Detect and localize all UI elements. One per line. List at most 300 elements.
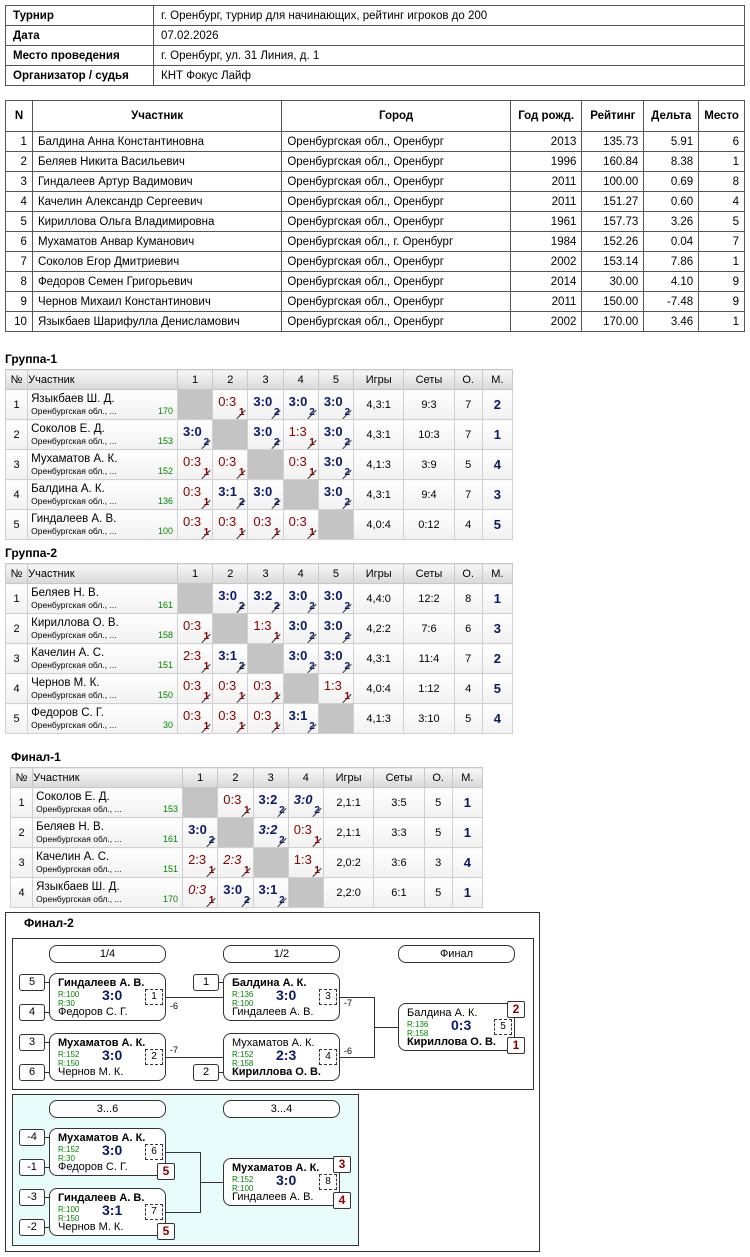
player-1-rating: R:152 — [232, 1050, 254, 1059]
table-cell: 4 — [6, 192, 33, 212]
player-1-rating: R:152 — [58, 1145, 80, 1154]
games: 2,1:1 — [323, 818, 373, 848]
table-cell: 150.00 — [582, 292, 644, 312]
empty-cell — [183, 788, 218, 818]
match-score: 2:3 — [276, 1047, 297, 1063]
player-city: Оренбургская обл., ... — [36, 864, 122, 874]
points: 5 — [454, 450, 482, 480]
match-score: 3:0 — [323, 394, 343, 409]
row-number: 2 — [11, 818, 33, 848]
info-row — [6, 6, 745, 26]
match-score: 3:0 — [253, 394, 273, 409]
match-result — [253, 818, 288, 848]
player-1-rating: R:100 — [58, 990, 80, 999]
match-score: 3:0 — [253, 424, 273, 439]
column-header: 2 — [213, 564, 248, 584]
match-result — [213, 450, 248, 480]
column-header: Год рожд. — [510, 101, 582, 132]
table-cell: 10 — [6, 312, 33, 332]
match-result — [283, 450, 318, 480]
player-cell — [28, 390, 178, 420]
info-key: Организатор / судья — [6, 66, 154, 86]
match-result — [288, 818, 323, 848]
match-result — [318, 644, 353, 674]
player-1-rating: R:136 — [407, 1020, 429, 1029]
match-score: 3:0 — [288, 394, 308, 409]
games: 4,3:1 — [354, 390, 404, 420]
match-score: 0:3 — [451, 1017, 472, 1033]
place: 2 — [482, 644, 512, 674]
table-cell: Оренбургская обл., Оренбург — [282, 312, 511, 332]
place: 1 — [452, 788, 482, 818]
match-score: 2:3 — [183, 648, 202, 663]
player-cell — [28, 510, 178, 540]
player-name: Беляев Н. В. — [31, 587, 99, 599]
match-points: 1 — [238, 467, 245, 478]
group-row — [6, 480, 513, 510]
match-score: 0:3 — [223, 792, 242, 807]
match-points: 1 — [208, 865, 215, 876]
row-number: 3 — [6, 450, 28, 480]
place: 1 — [482, 584, 512, 614]
seed: -4 — [19, 1129, 45, 1146]
table-cell: -7.48 — [644, 292, 699, 312]
match-points: 2 — [279, 835, 285, 846]
column-header: 3 — [248, 370, 283, 390]
match-score: 0:3 — [183, 514, 202, 529]
match-result — [178, 644, 213, 674]
player-name: Чернов М. К. — [31, 677, 100, 689]
player-city: Оренбургская обл., ... — [31, 600, 117, 610]
match-result — [288, 848, 323, 878]
player-cell — [28, 420, 178, 450]
match-result — [283, 510, 318, 540]
bracket-match — [398, 1003, 515, 1051]
match-score: 3:0 — [223, 882, 243, 897]
match-score: 0:3 — [218, 394, 237, 409]
final-place: 1 — [507, 1037, 525, 1054]
final-place: 4 — [333, 1192, 351, 1209]
table-cell: Федоров Семен Григорьевич — [32, 272, 281, 292]
match-result — [248, 480, 283, 510]
player-1-rating: R:152 — [58, 1050, 80, 1059]
table-cell: 0.04 — [644, 232, 699, 252]
player-1-name: Мухаматов А. К. — [58, 1132, 146, 1144]
match-points: 1 — [203, 631, 210, 642]
table-cell: Балдина Анна Константиновна — [32, 132, 281, 152]
table-cell: 2013 — [510, 132, 582, 152]
player-1-name: Гиндалеев А. В. — [58, 977, 145, 989]
sets: 9:4 — [404, 480, 454, 510]
match-number: 7 — [145, 1204, 163, 1220]
table-cell: Оренбургская обл., Оренбург — [282, 132, 511, 152]
table-cell: Оренбургская обл., г. Оренбург — [282, 232, 511, 252]
info-value: г. Оренбург, ул. 31 Линия, д. 1 — [154, 46, 745, 66]
match-points: 2 — [274, 407, 280, 418]
table-cell: 1 — [6, 132, 33, 152]
table-cell: 8.38 — [644, 152, 699, 172]
empty-cell — [178, 584, 213, 614]
table-cell: 1961 — [510, 212, 582, 232]
match-result — [283, 584, 318, 614]
match-points: 2 — [314, 805, 320, 816]
player-name: Соколов Е. Д. — [36, 791, 110, 803]
sets: 12:2 — [404, 584, 454, 614]
player-cell — [28, 644, 178, 674]
match-result — [248, 584, 283, 614]
table-cell: 2002 — [510, 252, 582, 272]
match-result — [248, 390, 283, 420]
match-score: 3:0 — [253, 484, 273, 499]
column-header: 5 — [318, 370, 353, 390]
player-cell — [28, 674, 178, 704]
table-cell: 3.46 — [644, 312, 699, 332]
row-number: 5 — [6, 510, 28, 540]
match-number: 8 — [319, 1174, 337, 1190]
table-cell: 2011 — [510, 292, 582, 312]
group-row — [6, 674, 513, 704]
match-points: 1 — [274, 721, 280, 732]
group-row — [6, 614, 513, 644]
match-score: 3:0 — [323, 618, 343, 633]
column-header: О. — [424, 768, 452, 788]
info-value: КНТ Фокус Лайф — [154, 66, 745, 86]
bracket-match — [223, 1033, 340, 1081]
match-score: 0:3 — [183, 708, 202, 723]
bracket-match — [223, 1158, 340, 1206]
player-2-rating: R:158 — [232, 1059, 254, 1068]
column-header: Участник — [28, 370, 178, 390]
round-label-semifinal: 1/2 — [223, 945, 340, 963]
match-score: 0:3 — [288, 514, 307, 529]
sets: 7:6 — [404, 614, 454, 644]
player-1-rating: R:100 — [58, 1205, 80, 1214]
match-score: 3:1 — [102, 1202, 123, 1218]
table-cell: 2002 — [510, 312, 582, 332]
player-city: Оренбургская обл., ... — [31, 720, 117, 730]
points: 7 — [454, 480, 482, 510]
final-1-title: Финал-1 — [11, 750, 61, 764]
match-number: 3 — [319, 989, 337, 1005]
match-points: 2 — [344, 497, 351, 508]
seed: 5 — [19, 974, 45, 991]
final-place: 3 — [333, 1156, 351, 1173]
player-rating: 151 — [157, 660, 173, 670]
table-row — [6, 132, 745, 152]
player-2-name: Кириллова О. В. — [407, 1036, 496, 1048]
match-points: 1 — [274, 631, 280, 642]
column-header: Участник — [28, 564, 178, 584]
points: 5 — [424, 878, 452, 908]
info-row — [6, 26, 745, 46]
empty-cell — [318, 510, 353, 540]
match-score: 0:3 — [218, 708, 237, 723]
table-cell: Оренбургская обл., Оренбург — [282, 292, 511, 312]
games: 4,1:3 — [354, 450, 404, 480]
group-header — [11, 768, 483, 788]
games: 4,1:3 — [354, 704, 404, 734]
match-score: 3:0 — [102, 1142, 123, 1158]
match-score: 3:0 — [288, 618, 308, 633]
match-points: 1 — [314, 865, 320, 876]
match-result — [178, 510, 213, 540]
seed: 6 — [19, 1064, 45, 1081]
match-points: 2 — [238, 601, 245, 612]
match-result — [218, 878, 253, 908]
points: 5 — [424, 818, 452, 848]
match-score: 3:0 — [102, 1047, 123, 1063]
player-1-name: Мухаматов А. К. — [58, 1037, 146, 1049]
round-label-quarterfinal: 1/4 — [49, 945, 166, 963]
player-1-name: Мухаматов А. К. — [232, 1162, 320, 1174]
points: 8 — [454, 584, 482, 614]
column-header: № — [11, 768, 33, 788]
match-points: 1 — [274, 691, 280, 702]
table-cell: 2011 — [510, 192, 582, 212]
table-cell: 5.91 — [644, 132, 699, 152]
player-name: Беляев Н. В. — [36, 821, 104, 833]
match-score: 3:1 — [218, 648, 237, 663]
column-header: Рейтинг — [582, 101, 644, 132]
participants-header — [6, 101, 745, 132]
column-header: № — [6, 370, 28, 390]
games: 4,3:1 — [354, 480, 404, 510]
match-result — [178, 450, 213, 480]
loser-target: -6 — [170, 1001, 179, 1011]
table-cell: 6 — [6, 232, 33, 252]
match-score: 0:3 — [253, 678, 272, 693]
sets: 3:6 — [374, 848, 424, 878]
match-points: 1 — [238, 407, 245, 418]
empty-cell — [218, 818, 253, 848]
column-header: О. — [454, 370, 482, 390]
match-score: 3:1 — [258, 882, 278, 897]
games: 4,4:0 — [354, 584, 404, 614]
player-cell — [33, 848, 183, 878]
match-points: 2 — [274, 437, 280, 448]
player-rating: 30 — [162, 720, 173, 730]
player-name: Языкбаев Ш. Д. — [31, 393, 115, 405]
player-cell — [28, 480, 178, 510]
column-header: 4 — [283, 370, 318, 390]
match-score: 1:3 — [253, 618, 272, 633]
group-header — [6, 564, 513, 584]
column-header: 1 — [178, 370, 213, 390]
match-points: 2 — [344, 631, 351, 642]
match-result — [213, 584, 248, 614]
column-header: 1 — [178, 564, 213, 584]
match-score: 3:2 — [258, 792, 278, 807]
match-result — [318, 614, 353, 644]
group-row — [6, 510, 513, 540]
points: 4 — [454, 510, 482, 540]
table-row — [6, 172, 745, 192]
player-2-name: Федоров С. Г. — [58, 1161, 128, 1173]
column-header: Город — [282, 101, 511, 132]
match-score: 3:0 — [323, 648, 343, 663]
table-row — [6, 212, 745, 232]
table-cell: Оренбургская обл., Оренбург — [282, 272, 511, 292]
place: 1 — [452, 818, 482, 848]
match-score: 0:3 — [253, 708, 272, 723]
player-rating: 100 — [157, 526, 173, 536]
group-row — [11, 818, 483, 848]
table-cell: 30.00 — [582, 272, 644, 292]
games: 4,3:1 — [354, 420, 404, 450]
place: 3 — [482, 614, 512, 644]
table-cell: 157.73 — [582, 212, 644, 232]
column-header: Сеты — [374, 768, 424, 788]
player-cell — [28, 704, 178, 734]
table-cell: Мухаматов Анвар Куманович — [32, 232, 281, 252]
sets: 3:5 — [374, 788, 424, 818]
bracket-match — [49, 1188, 166, 1236]
match-points: 1 — [309, 437, 315, 448]
player-rating: 136 — [157, 496, 173, 506]
match-result — [318, 584, 353, 614]
match-result — [183, 818, 218, 848]
empty-cell — [283, 674, 318, 704]
sets: 1:12 — [404, 674, 454, 704]
player-rating: 150 — [157, 690, 173, 700]
match-points: 1 — [203, 527, 210, 538]
match-result — [183, 878, 218, 908]
table-cell: 1996 — [510, 152, 582, 172]
row-number: 2 — [6, 614, 28, 644]
match-points: 2 — [279, 895, 285, 906]
match-number: 5 — [494, 1019, 512, 1035]
match-result — [248, 420, 283, 450]
info-row — [6, 46, 745, 66]
match-points: 2 — [238, 497, 245, 508]
column-header: М. — [482, 564, 512, 584]
player-rating: 153 — [163, 804, 179, 814]
row-number: 3 — [11, 848, 33, 878]
sets: 9:3 — [404, 390, 454, 420]
match-points: 2 — [344, 467, 351, 478]
match-result — [318, 480, 353, 510]
group-row — [11, 878, 483, 908]
points: 6 — [454, 614, 482, 644]
column-header: Место — [699, 101, 745, 132]
match-result — [248, 704, 283, 734]
group-row — [6, 450, 513, 480]
player-rating: 161 — [163, 834, 179, 844]
player-cell — [33, 878, 183, 908]
match-result — [178, 420, 213, 450]
player-2-name: Федоров С. Г. — [58, 1006, 128, 1018]
match-points: 1 — [243, 805, 250, 816]
player-city: Оренбургская обл., ... — [36, 834, 122, 844]
sets: 10:3 — [404, 420, 454, 450]
table-cell: Оренбургская обл., Оренбург — [282, 212, 511, 232]
match-points: 1 — [203, 721, 210, 732]
column-header: Участник — [32, 101, 281, 132]
match-points: 1 — [203, 497, 210, 508]
match-result — [318, 420, 353, 450]
final-place: 2 — [507, 1001, 525, 1018]
table-row — [6, 232, 745, 252]
column-header: Сеты — [404, 564, 454, 584]
match-score: 3:2 — [253, 588, 273, 603]
column-header: 4 — [283, 564, 318, 584]
player-city: Оренбургская обл., ... — [36, 894, 122, 904]
match-points: 1 — [203, 467, 210, 478]
place: 5 — [482, 510, 512, 540]
column-header: Сеты — [404, 370, 454, 390]
player-1-name: Мухаматов А. К. — [232, 1037, 315, 1049]
table-cell: 160.84 — [582, 152, 644, 172]
match-result — [178, 480, 213, 510]
match-result — [283, 390, 318, 420]
group-2-title: Группа-2 — [5, 546, 58, 560]
column-header: Игры — [323, 768, 373, 788]
match-score: 1:3 — [293, 852, 312, 867]
column-header: Дельта — [644, 101, 699, 132]
player-cell — [28, 614, 178, 644]
table-row — [6, 192, 745, 212]
group-row — [6, 704, 513, 734]
match-points: 1 — [208, 895, 215, 906]
empty-cell — [248, 644, 283, 674]
player-2-name: Кириллова О. В. — [232, 1066, 321, 1078]
group-row — [11, 788, 483, 818]
table-cell: 1 — [699, 152, 745, 172]
row-number: 4 — [6, 674, 28, 704]
column-header: № — [6, 564, 28, 584]
games: 2,2:0 — [323, 878, 373, 908]
match-score: 3:0 — [102, 987, 123, 1003]
match-result — [213, 390, 248, 420]
column-header: О. — [454, 564, 482, 584]
player-2-rating: R:30 — [58, 999, 75, 1008]
group-row — [6, 584, 513, 614]
bracket-match — [49, 973, 166, 1021]
match-points: 2 — [344, 661, 351, 672]
match-result — [318, 674, 353, 704]
points: 7 — [454, 644, 482, 674]
table-cell: 3.26 — [644, 212, 699, 232]
match-score: 0:3 — [218, 454, 237, 469]
table-cell: Беляев Никита Васильевич — [32, 152, 281, 172]
player-2-rating: R:100 — [232, 1184, 254, 1193]
player-city: Оренбургская обл., ... — [31, 466, 117, 476]
table-cell: 151.27 — [582, 192, 644, 212]
match-number: 4 — [319, 1049, 337, 1065]
group-header — [6, 370, 513, 390]
row-number: 4 — [11, 878, 33, 908]
match-result — [318, 390, 353, 420]
match-score: 0:3 — [218, 678, 237, 693]
table-cell: 1 — [699, 252, 745, 272]
match-points: 2 — [344, 437, 351, 448]
seed: -1 — [19, 1159, 45, 1176]
table-cell: 1 — [699, 312, 745, 332]
match-score: 3:0 — [183, 424, 202, 439]
match-result — [283, 704, 318, 734]
table-cell: 4 — [699, 192, 745, 212]
match-points: 2 — [274, 601, 280, 612]
match-score: 2:3 — [223, 852, 242, 867]
empty-cell — [213, 614, 248, 644]
match-result — [183, 848, 218, 878]
empty-cell — [283, 480, 318, 510]
match-result — [288, 788, 323, 818]
table-row — [6, 152, 745, 172]
place: 1 — [452, 878, 482, 908]
loser-target: -7 — [344, 998, 353, 1008]
match-result — [218, 788, 253, 818]
